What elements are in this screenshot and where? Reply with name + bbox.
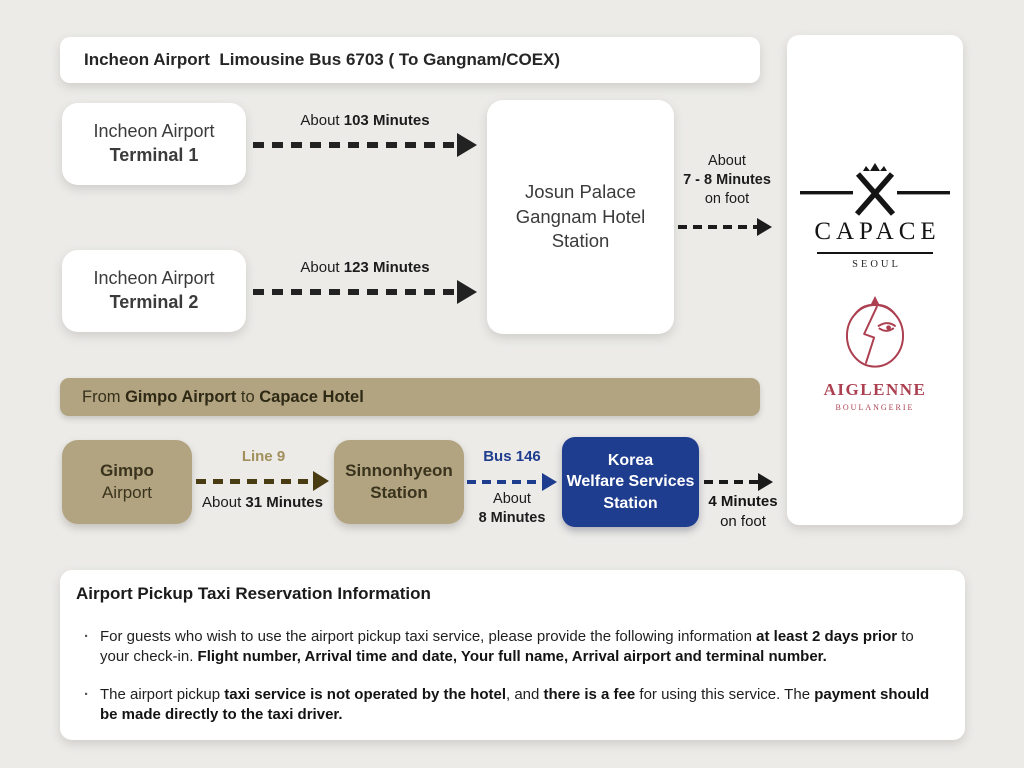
terminal1-label: Terminal 1 xyxy=(109,145,199,165)
gimpo-route-title-text: From Gimpo Airport to Capace Hotel xyxy=(82,387,364,406)
terminal2-label: Terminal 2 xyxy=(109,292,199,312)
aiglenne-logo xyxy=(824,294,927,412)
taxi-bullet-1-text: For guests who wish to use the airport pickup taxi service, please provide the following information at least 2 days prior to your check-in. Flight number, Arrival time and date, Your full name, Arrival airport and terminal number. xyxy=(100,628,914,665)
gimpo-label: Airport xyxy=(101,483,153,502)
node-gimpo-airport xyxy=(62,440,192,524)
bullet-dot-icon: · xyxy=(84,685,89,703)
hotel-brand-panel xyxy=(787,35,963,525)
taxi-bullet-2-text: The airport pickup taxi service is not operated by the hotel, and there is a fee for using this service. The payment should be made directly to the taxi driver. xyxy=(100,685,930,723)
dashed-arrow-terminal2-to-station-icon xyxy=(253,280,477,304)
node-incheon-terminal2 xyxy=(62,250,246,332)
node-incheon-terminal1 xyxy=(62,103,246,185)
node-josun-palace-station xyxy=(487,100,674,334)
terminal1-name: Incheon Airport xyxy=(93,121,215,142)
incheon-route-title-text: Incheon Airport Limousine Bus 6703 ( To Gangnam/COEX) xyxy=(84,50,561,69)
taxi-info-title: Airport Pickup Taxi Reservation Information xyxy=(76,584,431,603)
dashed-arrow-station-to-hotel-icon xyxy=(678,218,772,236)
dashed-arrow-terminal1-to-station-icon xyxy=(253,133,477,157)
capace-city-label: SEOUL xyxy=(852,259,901,270)
walk-duration-station-to-hotel: About 7 - 8 Minutes on foot xyxy=(683,153,771,208)
aiglenne-subtitle: BOULANGERIE xyxy=(835,403,915,412)
gimpo-name: Gimpo xyxy=(100,460,154,480)
taxi-info-card xyxy=(60,570,965,740)
station-line2: Gangnam Hotel xyxy=(515,205,646,227)
node-sinnonhyeon-station xyxy=(334,440,464,524)
sinnonhyeon-label: Station xyxy=(370,483,428,502)
taxi-bullet-2 xyxy=(76,685,935,725)
sinnonhyeon-name: Sinnonhyeon xyxy=(345,460,453,480)
bullet-dot-icon: · xyxy=(84,628,89,645)
terminal2-name: Incheon Airport xyxy=(93,268,215,289)
line9-label: Line 9 xyxy=(241,448,286,465)
line9-duration: About 31 Minutes xyxy=(202,494,323,511)
bus146-duration: About 8 Minutes xyxy=(478,491,546,526)
duration-terminal1: About 103 Minutes xyxy=(300,112,430,129)
aiglenne-emblem-icon xyxy=(837,294,913,374)
capace-divider xyxy=(817,252,933,254)
capace-wordmark: CAPACE xyxy=(814,218,941,245)
walk-duration-korea-to-hotel: 4 Minutes on foot xyxy=(708,493,778,530)
capace-monogram-icon xyxy=(800,163,950,217)
capace-logo xyxy=(800,163,950,270)
duration-terminal2: About 123 Minutes xyxy=(300,259,430,276)
bus146-label: Bus 146 xyxy=(483,448,541,465)
station-line1: Josun Palace xyxy=(524,181,637,203)
aiglenne-wordmark: AIGLENNE xyxy=(823,380,927,399)
incheon-route-title xyxy=(60,37,760,83)
dashed-arrow-korea-to-hotel-icon xyxy=(704,473,773,491)
gimpo-route-title xyxy=(60,378,760,416)
taxi-bullet-1 xyxy=(76,627,935,667)
node-korea-welfare-services-station: Korea Welfare Services Station xyxy=(562,437,699,527)
dashed-arrow-sinnonhyeon-to-korea-icon xyxy=(467,473,557,491)
station-line3: Station xyxy=(551,230,610,252)
dashed-arrow-gimpo-to-sinnonhyeon-icon xyxy=(196,471,329,491)
